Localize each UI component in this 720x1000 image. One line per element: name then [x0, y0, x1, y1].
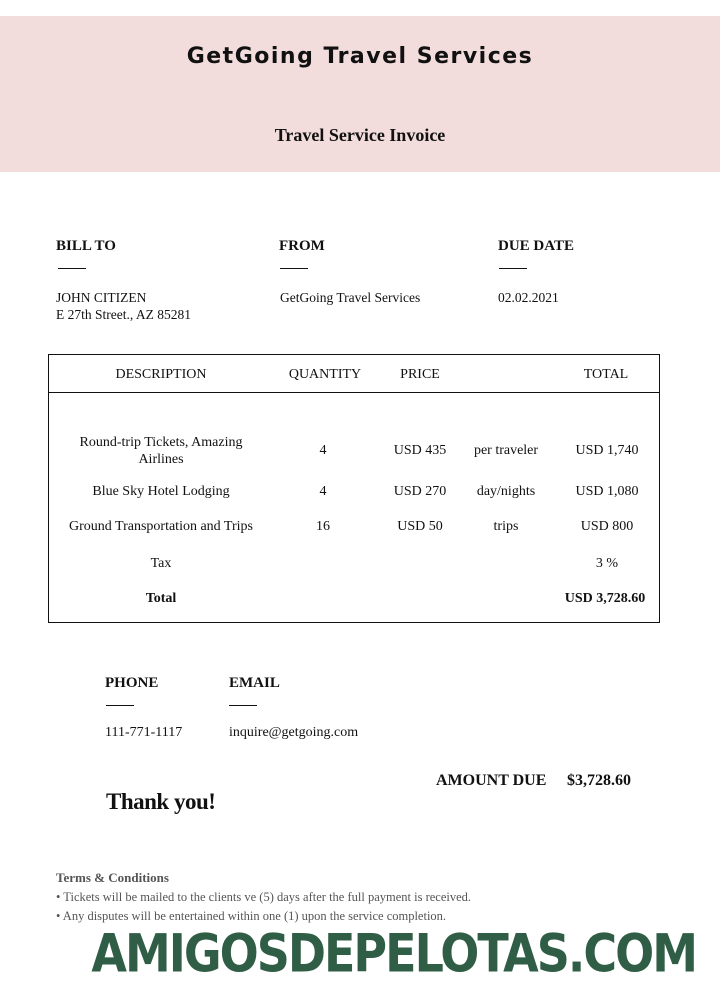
terms-item-1: • Tickets will be mailed to the clients ve (5) days after the full payment is received.: [56, 890, 472, 904]
from-underline: [280, 268, 308, 269]
from-label: FROM: [279, 238, 325, 254]
row-3-description: Ground Transportation and Trips: [69, 519, 253, 534]
col-header-price: PRICE: [400, 367, 440, 382]
row-1-description-line-1: Round-trip Tickets, Amazing: [79, 435, 243, 450]
row-2-total: USD 1,080: [575, 484, 639, 499]
terms-title: Terms & Conditions: [56, 870, 169, 885]
table-header-divider: [48, 392, 660, 393]
invoice-title: Travel Service Invoice: [274, 125, 446, 145]
tax-value: 3 %: [595, 556, 619, 571]
phone-value: 111-771-1117: [105, 725, 183, 740]
row-1-unit: per traveler: [473, 443, 539, 458]
invoice-header: [0, 16, 720, 172]
row-2-unit: day/nights: [476, 484, 536, 499]
due-date-underline: [499, 268, 527, 269]
phone-underline: [106, 705, 134, 706]
bill-to-address: E 27th Street., AZ 85281: [56, 307, 191, 322]
bill-to-label: BILL TO: [56, 238, 116, 254]
phone-label: PHONE: [105, 675, 159, 691]
terms-item-2: • Any disputes will be entertained within one (1) upon the service completion.: [56, 909, 447, 923]
bill-to-underline: [58, 268, 86, 269]
row-1-description-line-2: Airlines: [138, 452, 184, 467]
email-underline: [229, 705, 257, 706]
amount-due-label: AMOUNT DUE: [436, 772, 547, 789]
from-name: GetGoing Travel Services: [280, 290, 421, 305]
row-1-quantity: 4: [319, 443, 327, 458]
thank-you-message: Thank you!: [106, 789, 216, 814]
row-3-quantity: 16: [316, 519, 330, 534]
due-date-label: DUE DATE: [498, 238, 574, 254]
company-name: GetGoing Travel Services: [186, 44, 534, 69]
email-value: inquire@getgoing.com: [229, 725, 359, 740]
bill-to-name: JOHN CITIZEN: [56, 290, 147, 305]
watermark: AMIGOSDEPELOTAS.COM: [91, 922, 696, 985]
amount-due-value: $3,728.60: [567, 772, 631, 789]
tax-label: Tax: [150, 556, 172, 571]
grand-total-label: Total: [145, 591, 177, 606]
grand-total-value: USD 3,728.60: [564, 591, 646, 606]
row-3-unit: trips: [493, 519, 519, 534]
row-1-description: [56, 434, 266, 468]
row-2-price: USD 270: [393, 484, 447, 499]
due-date-value: 02.02.2021: [498, 290, 559, 305]
col-header-total: TOTAL: [583, 367, 629, 382]
row-2-description: Blue Sky Hotel Lodging: [92, 484, 230, 499]
row-3-price: USD 50: [397, 519, 443, 534]
row-2-quantity: 4: [319, 484, 327, 499]
col-header-quantity: QUANTITY: [288, 367, 362, 382]
row-3-total: USD 800: [580, 519, 634, 534]
row-1-price: USD 435: [393, 443, 447, 458]
col-header-description: DESCRIPTION: [115, 367, 207, 382]
row-1-total: USD 1,740: [575, 443, 639, 458]
email-label: EMAIL: [229, 675, 280, 691]
